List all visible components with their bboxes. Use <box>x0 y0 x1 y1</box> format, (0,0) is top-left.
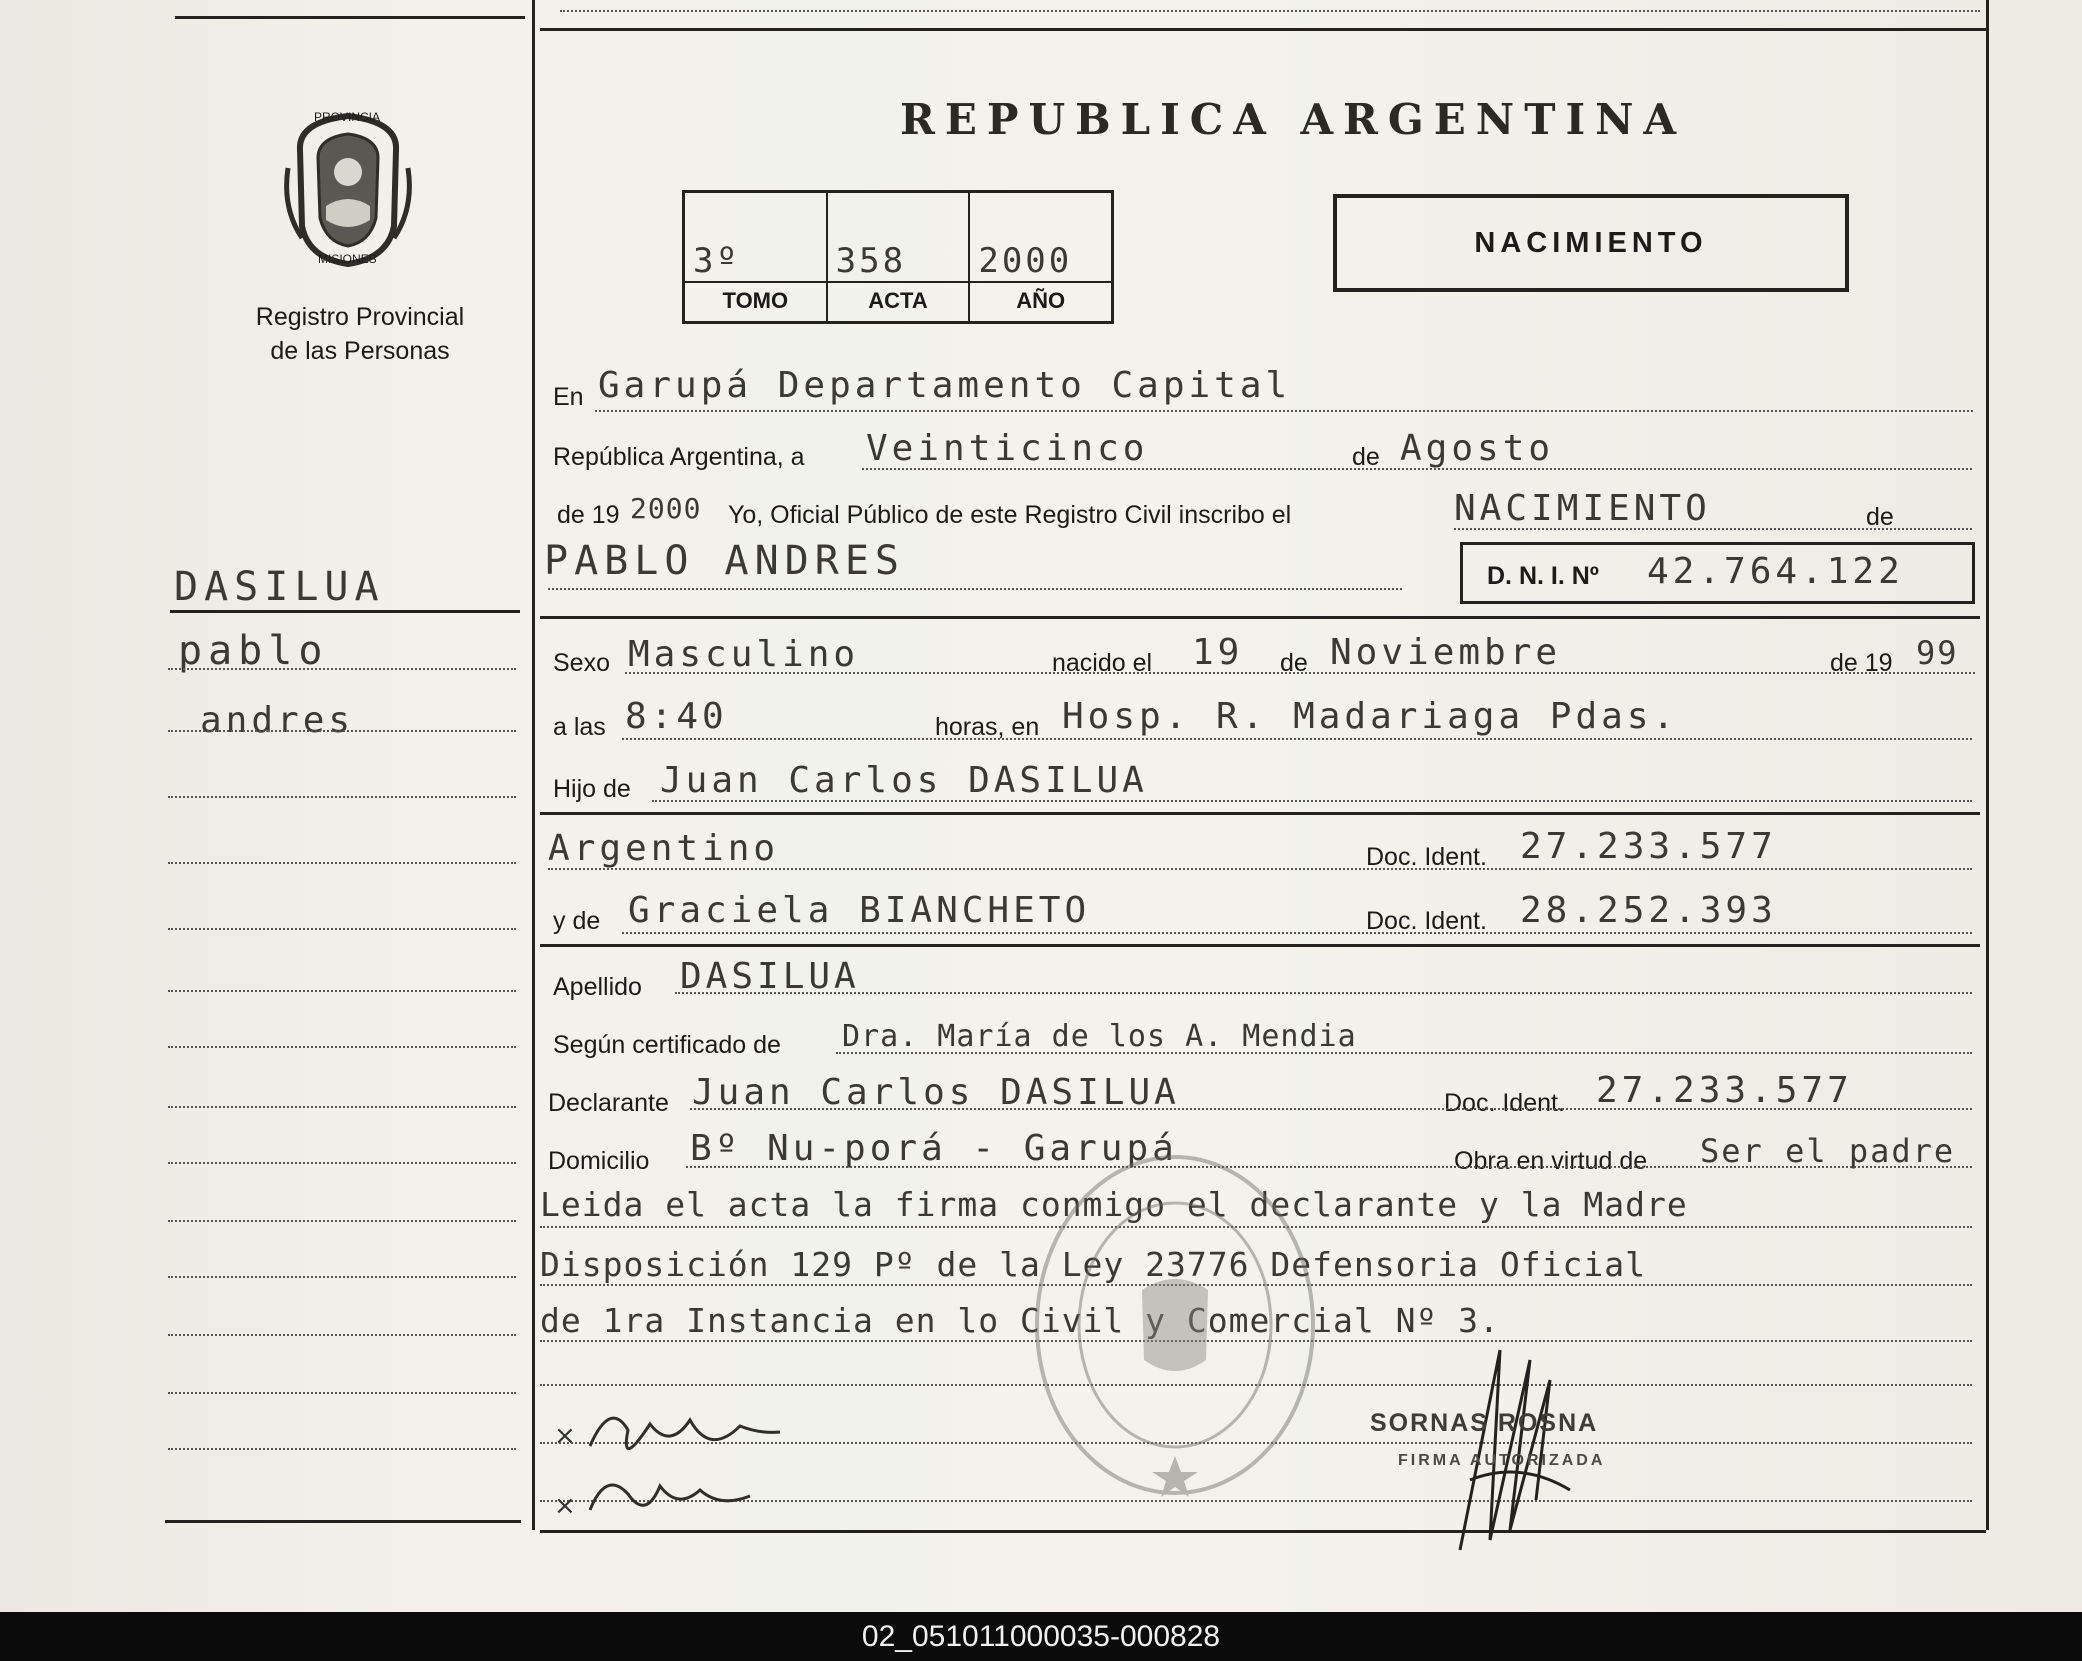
certificate-doctor-value: Dra. María de los A. Mendia <box>842 1019 1357 1054</box>
svg-text:×: × <box>554 1491 576 1521</box>
margin-line <box>168 796 516 798</box>
tomo-label: TOMO <box>685 281 826 321</box>
inscribo-line <box>1454 528 1972 530</box>
dni-value: 42.764.122 <box>1647 551 1904 592</box>
domicilio-line <box>686 1166 1972 1168</box>
alas-label: a las <box>553 713 606 741</box>
domicilio-label: Domicilio <box>548 1147 650 1175</box>
margin-surname: DASILUA <box>174 564 385 610</box>
margin-line <box>168 928 516 930</box>
hijo-label: Hijo de <box>553 775 631 803</box>
apellido-line <box>675 992 1972 994</box>
de-label-2: de <box>1866 503 1894 531</box>
place-line <box>595 410 1973 412</box>
tomo-cell <box>685 193 828 321</box>
father-line <box>652 800 1972 802</box>
margin-second-name: andres <box>200 700 355 741</box>
year-value: 2000 <box>630 492 702 525</box>
sexo-label: Sexo <box>553 649 610 677</box>
father-name-value: Juan Carlos DASILUA <box>660 760 1148 801</box>
place-value: Garupá Departamento Capital <box>598 365 1292 406</box>
year-prefix-label: de 19 <box>557 501 620 529</box>
observation-line-1: Leida el acta la firma conmigo el declarante y la Madre <box>540 1185 1688 1224</box>
apellido-value: DASILUA <box>680 956 860 997</box>
top-rule-right <box>540 28 1986 31</box>
agency-line-2: de las Personas <box>270 337 450 365</box>
birth-year-value: 99 <box>1916 634 1959 672</box>
signature-declarante-icon <box>550 1390 810 1530</box>
section-rule-1 <box>540 616 1980 619</box>
country-title: REPUBLICA ARGENTINA <box>900 95 1687 144</box>
mother-doc-label: Doc. Ident. <box>1366 907 1487 935</box>
mother-doc-value: 28.252.393 <box>1520 890 1777 931</box>
scan-footer-id: 02_051011000035-000828 <box>0 1612 2082 1661</box>
acta-value: 358 <box>835 241 907 281</box>
birth-day-value: 19 <box>1192 632 1244 673</box>
top-dotted-rule <box>560 10 1980 12</box>
right-border <box>1986 0 1989 1530</box>
margin-line <box>168 990 516 992</box>
declarante-doc-label: Doc. Ident. <box>1444 1089 1565 1117</box>
observation-line-3: de 1ra Instancia en lo Civil y Comercial Nº 3. <box>540 1301 1500 1340</box>
margin-line <box>168 1220 516 1222</box>
bottom-rule <box>540 1530 1986 1533</box>
declarante-label: Declarante <box>548 1089 669 1117</box>
day-value: Veinticinco <box>866 428 1149 469</box>
anio-cell <box>970 193 1111 321</box>
document-type-box: NACIMIENTO <box>1333 194 1849 292</box>
birth-year-prefix: de 19 <box>1830 649 1893 677</box>
father-doc-label: Doc. Ident. <box>1366 843 1487 871</box>
official-stamp-role: FIRMA AUTORIZADA <box>1398 1452 1606 1469</box>
obra-value: Ser el padre <box>1700 1132 1956 1170</box>
date-line <box>862 468 1972 470</box>
birth-month-value: Noviembre <box>1330 632 1562 673</box>
de-label-3: de <box>1280 649 1308 677</box>
margin-line <box>168 1046 516 1048</box>
margin-line <box>168 668 516 670</box>
act-type-value: NACIMIENTO <box>1454 488 1711 529</box>
sexo-line <box>625 672 1975 674</box>
section-rule-2 <box>540 812 1980 815</box>
father-doc-value: 27.233.577 <box>1520 826 1777 867</box>
child-name-value: PABLO ANDRES <box>544 538 905 584</box>
margin-first-name: pablo <box>178 628 329 674</box>
tomo-value: 3º <box>693 241 740 281</box>
child-name-line <box>548 588 1402 590</box>
margin-line <box>168 1162 516 1164</box>
registry-table <box>682 190 1114 324</box>
dni-box <box>1460 542 1975 604</box>
birth-time-value: 8:40 <box>625 696 728 737</box>
margin-line <box>168 1448 516 1450</box>
seal-text-bottom: MISIONES <box>318 252 377 266</box>
section-rule-3 <box>540 944 1980 947</box>
sexo-value: Masculino <box>628 634 860 675</box>
province-seal-icon <box>278 108 418 270</box>
de-label: de <box>1352 443 1380 471</box>
en-label: En <box>553 383 584 411</box>
father-nationality-value: Argentino <box>548 828 780 869</box>
margin-surname-rule <box>170 610 520 613</box>
official-stamp-name: SORNAS ROSNA <box>1370 1409 1599 1437</box>
declarante-value: Juan Carlos DASILUA <box>692 1072 1180 1113</box>
anio-label: AÑO <box>970 281 1111 321</box>
nacido-label: nacido el <box>1052 649 1153 677</box>
margin-line <box>168 862 516 864</box>
horas-label: horas, en <box>935 713 1040 741</box>
margin-bottom-rule <box>165 1520 521 1523</box>
acta-label: ACTA <box>828 281 969 321</box>
apellido-label: Apellido <box>553 973 642 1001</box>
month-value: Agosto <box>1400 428 1555 469</box>
segun-line <box>836 1052 1972 1054</box>
birth-place-value: Hosp. R. Madariaga Pdas. <box>1062 696 1679 737</box>
observation-line-2: Disposición 129 Pº de la Ley 23776 Defensoria Oficial <box>540 1245 1646 1284</box>
anio-value: 2000 <box>978 241 1073 281</box>
margin-line <box>168 1106 516 1108</box>
obra-label: Obra en virtud de <box>1454 1147 1648 1175</box>
margin-line <box>168 1276 516 1278</box>
svg-text:×: × <box>554 1421 576 1451</box>
declarante-line <box>690 1108 1972 1110</box>
seal-text-top: PROVINCIA <box>314 110 381 124</box>
yde-label: y de <box>553 907 601 935</box>
left-column-divider <box>532 0 535 1530</box>
alas-line <box>622 738 1972 740</box>
inscribo-text: Yo, Oficial Público de este Registro Civil inscribo el <box>728 501 1292 529</box>
dni-label: D. N. I. Nº <box>1487 562 1599 590</box>
acta-cell <box>828 193 971 321</box>
margin-line <box>168 1392 516 1394</box>
margin-line <box>168 730 516 732</box>
republica-label: República Argentina, a <box>553 443 805 471</box>
declarante-doc-value: 27.233.577 <box>1596 1070 1853 1111</box>
margin-line <box>168 1334 516 1336</box>
segun-label: Según certificado de <box>553 1031 781 1059</box>
top-rule-left <box>175 16 525 19</box>
agency-line-1: Registro Provincial <box>255 303 465 331</box>
mother-line <box>622 932 1972 934</box>
domicilio-value: Bº Nu-porá - Garupá <box>690 1128 1178 1169</box>
registry-round-stamp-icon <box>1030 1150 1320 1500</box>
mother-name-value: Graciela BIANCHETO <box>628 890 1091 931</box>
father-nat-line <box>548 868 1972 870</box>
registry-agency-name <box>200 300 520 368</box>
